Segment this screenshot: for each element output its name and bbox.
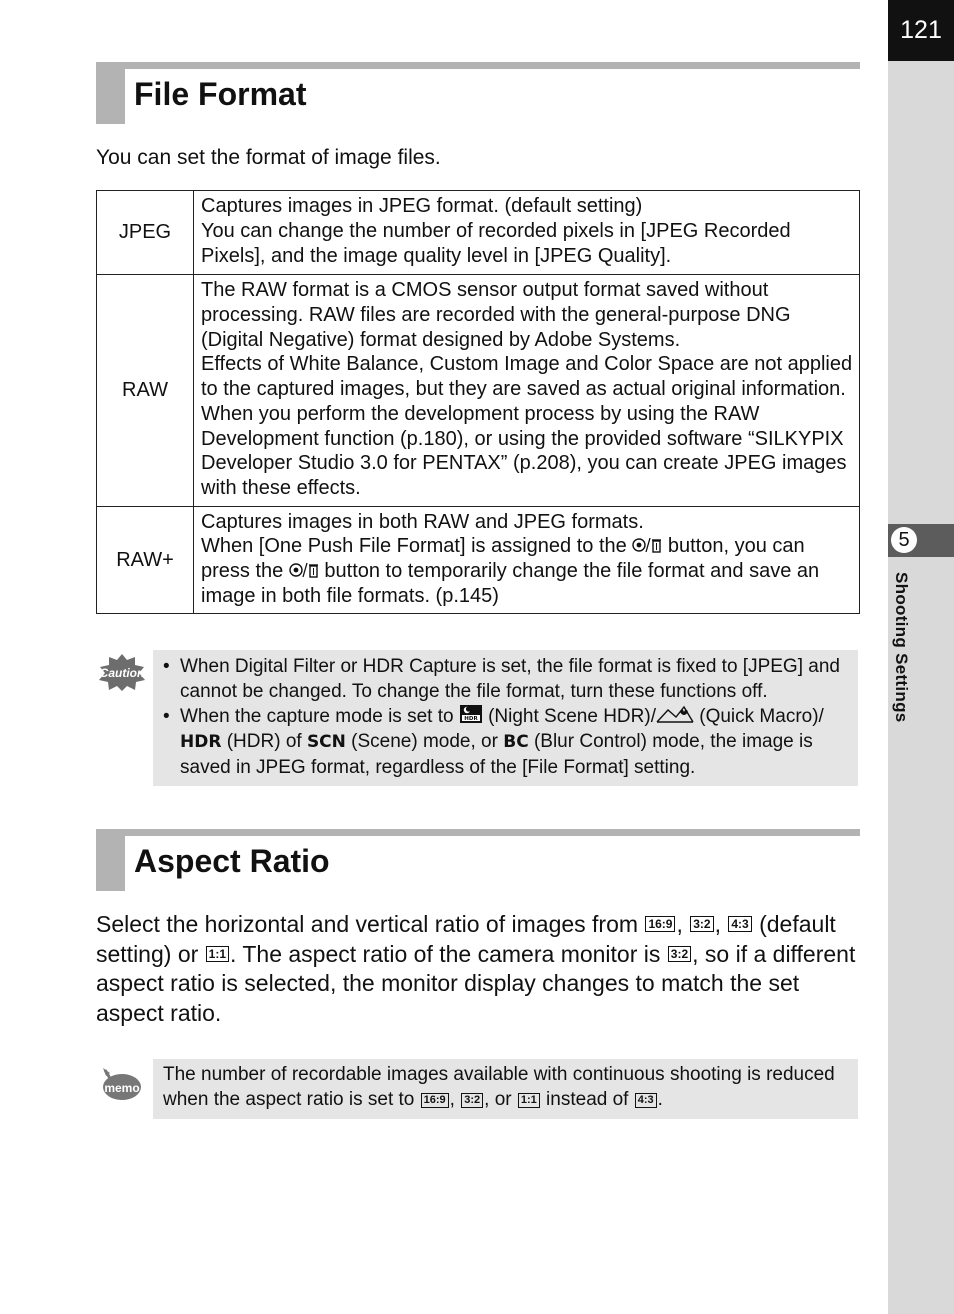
description-line: Captures images in JPEG format. (default setting) [201,195,643,218]
text-run: When [One Push File Format] is assigned to the [201,535,633,558]
aspect-3-2-icon: 3:2 [461,1093,483,1108]
text-run: (Night Scene HDR)/ [482,706,656,727]
text-run: , [676,911,690,937]
svg-text:Caution: Caution [99,666,145,680]
description-line: The RAW format is a CMOS sensor output format saved without processing. RAW files are recorded with the general-purpose DNG (Digital Negative) format designed by Adobe Systems. [201,279,791,351]
file-format-table [96,190,860,614]
aspect-3-2-icon: 3:2 [668,946,691,962]
text-run: (default setting) or [96,911,836,967]
intro-text: You can set the format of image files. [96,146,441,169]
format-key: JPEG [97,191,194,275]
hdr-mode-icon: HDR [180,732,222,752]
aspect-16-9-icon: 16:9 [645,916,675,932]
chapter-label: Shooting Settings [892,572,911,723]
text-run: (Blur Control) mode, the image is saved in JPEG format, regardless of the [File Format] setting. [180,731,813,778]
text-run: , or [484,1089,517,1110]
page-number: 121 [888,0,954,61]
section-title: File Format [134,76,307,112]
table-row [97,191,860,275]
heading-bar [96,62,125,124]
text-run: . [657,1089,663,1110]
description-line: You can change the number of recorded pixels in [JPEG Recorded Pixels], and the image quality level in [JPEG Quality]. [201,220,791,267]
text-run: button to temporarily change the file format and save an image in both file formats. (p.145) [201,560,820,607]
caution-icon [97,652,147,692]
memo-box [153,1059,858,1119]
format-key: RAW [97,275,194,507]
caution-list [153,650,858,780]
caution-box [153,650,858,786]
list-item [163,704,846,780]
aspect-1-1-icon: 1:1 [206,946,229,962]
aspect-4-3-icon: 4:3 [728,916,751,932]
text-run: (Scene) mode, or [345,731,504,752]
text-run: , so if a different aspect ratio is selected, the monitor display changes to match the set aspect ratio. [96,940,856,1026]
format-description [194,191,860,275]
aspect-4-3-icon: 4:3 [635,1093,657,1108]
description-line: Captures images in both RAW and JPEG formats. [201,510,644,533]
text-run: Select the horizontal and vertical ratio of images from [96,911,645,937]
chapter-number: 5 [891,527,917,553]
svg-text:memo: memo [104,1081,140,1095]
heading-rule [125,62,860,69]
table-row [97,507,860,614]
format-key: RAW+ [97,507,194,614]
memo-icon [97,1064,143,1104]
description-line [201,534,853,608]
quick-macro-icon [656,704,694,724]
text-run: (Quick Macro)/ [693,706,824,727]
green-delete-button-icon [632,536,662,554]
table-row [97,275,860,507]
description-line: Effects of White Balance, Custom Image and Color Space are not applied to the captured images, but they are saved as actual original information. When you perform the development process by using the RAW Development function (p.180), or using the provided software “SILKYPIX Developer Studio 3.0 for PENTAX” (p.208), you can create JPEG images with these effects. [201,353,853,499]
aspect-1-1-icon: 1:1 [518,1093,540,1108]
section-heading-aspect-ratio [96,829,860,891]
heading-rule [125,829,860,836]
text-run: , [449,1089,461,1110]
heading-bar [96,829,125,891]
text-run: . The aspect ratio of the camera monitor is [230,940,667,967]
list-item: • When Digital Filter or HDR Capture is set, the file format is fixed to [JPEG] and cannot be changed. To change the file format, turn these functions off. [163,654,846,704]
section-heading-file-format [96,62,860,124]
green-delete-button-icon [289,561,319,579]
text-run: instead of [540,1089,634,1110]
text-run: button, you can press the [201,535,805,582]
aspect-16-9-icon: 16:9 [421,1093,449,1108]
blur-control-mode-icon: BC [503,732,529,752]
svg-text:HDR: HDR [464,716,478,722]
memo-text [153,1059,858,1112]
aspect-3-2-icon: 3:2 [690,916,713,932]
scene-mode-icon: SCN [306,732,346,752]
text-run: When the capture mode is set to [180,706,459,727]
text-run: , [714,911,728,937]
section-title: Aspect Ratio [134,843,330,879]
aspect-ratio-text [96,910,860,1028]
format-description [194,507,860,614]
night-scene-hdr-icon [459,704,483,724]
text-run: The number of recordable images available with continuous shooting is reduced when the aspect ratio is set to [163,1064,835,1110]
format-description [194,275,860,507]
text-run: (HDR) of [221,731,307,752]
